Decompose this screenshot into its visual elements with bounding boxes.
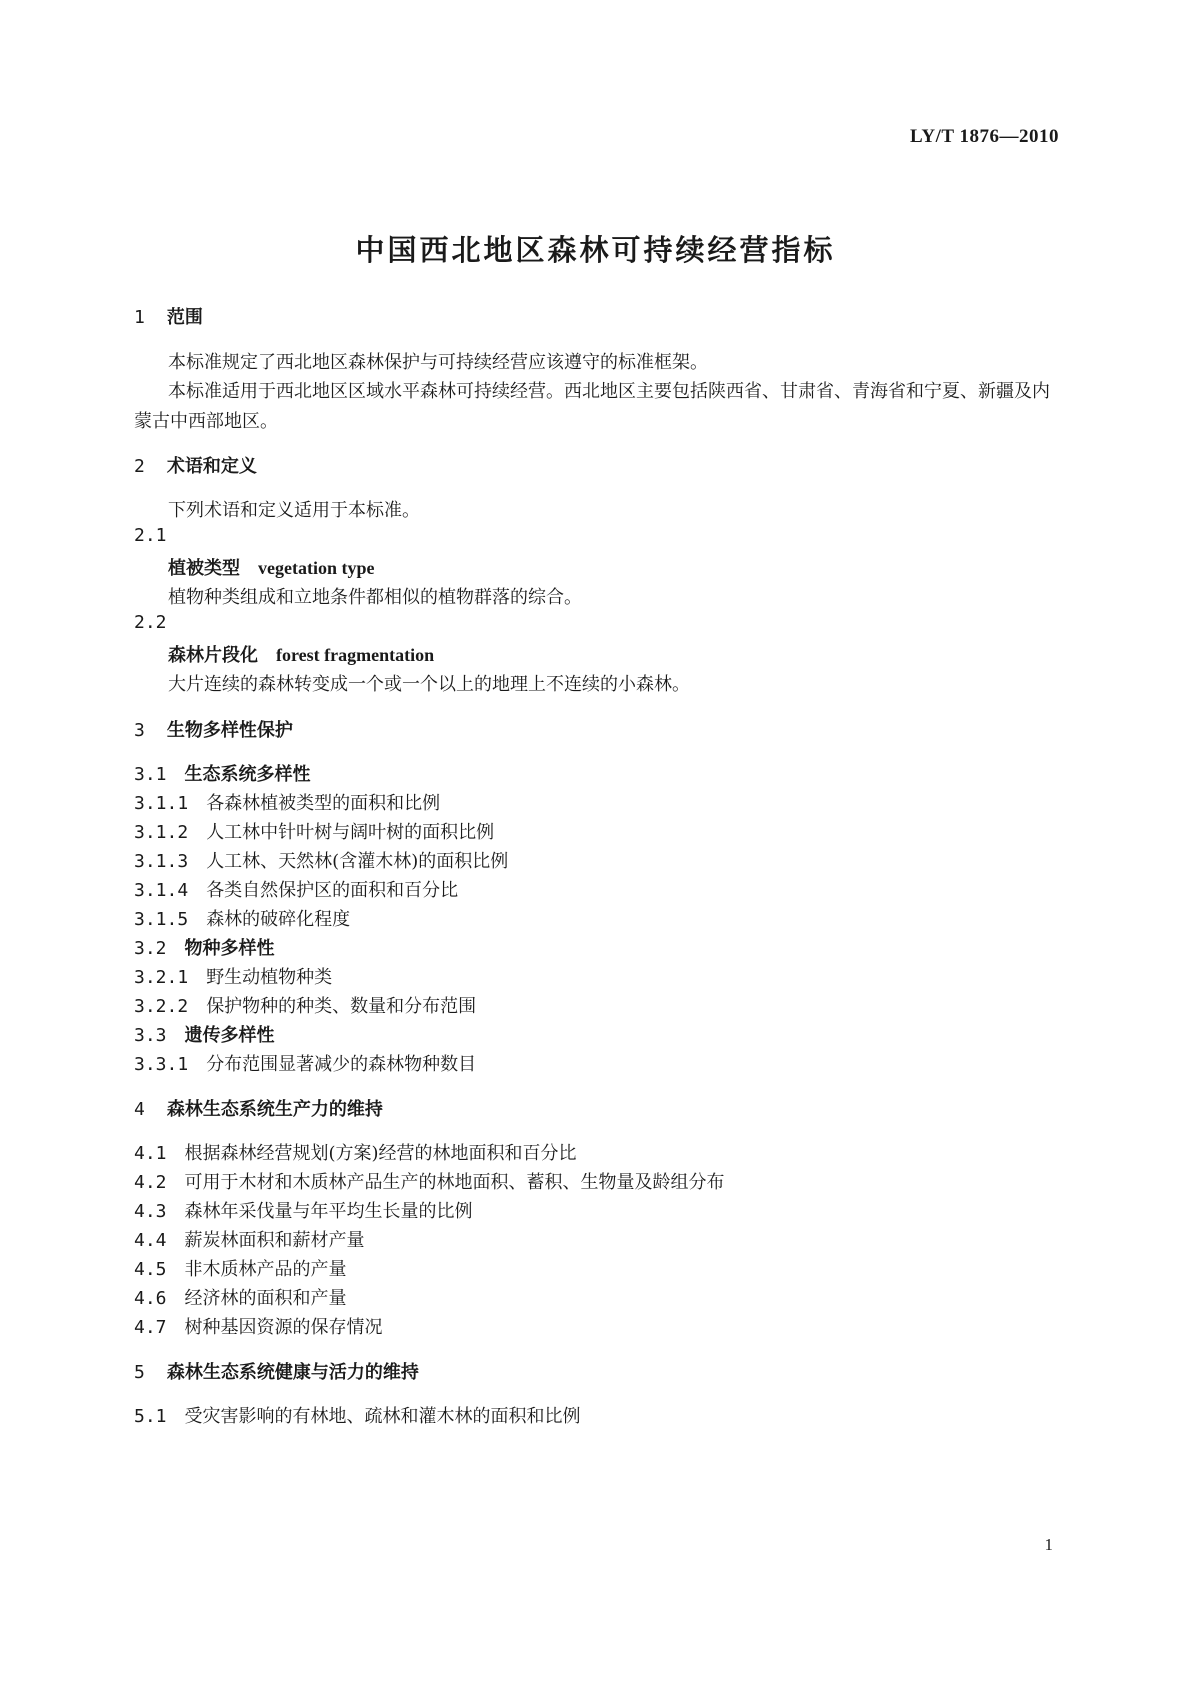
item-text: 经济林的面积和产量 — [184, 1288, 347, 1309]
item-text: 各森林植被类型的面积和比例 — [206, 793, 441, 814]
term-title — [168, 641, 434, 667]
item-number: 3.1.2 — [134, 822, 189, 843]
item-text: 保护物种的种类、数量和分布范围 — [206, 996, 477, 1017]
subsection-heading — [134, 934, 275, 960]
list-item — [134, 1226, 365, 1252]
item-number: 3.3.1 — [134, 1054, 189, 1075]
section-title: 生物多样性保护 — [166, 720, 293, 741]
item-number: 4.3 — [134, 1201, 167, 1222]
term-cn: 植被类型 — [168, 558, 240, 579]
term-definition: 大片连续的森林转变成一个或一个以上的地理上不连续的小森林。 — [168, 674, 690, 695]
page-number: 1 — [1044, 1535, 1053, 1554]
section-number: 2 — [134, 456, 145, 477]
item-text: 森林年采伐量与年平均生长量的比例 — [184, 1201, 473, 1222]
list-item — [134, 818, 494, 844]
item-text: 受灾害影响的有林地、疏林和灌木林的面积和比例 — [184, 1406, 581, 1427]
term-definition: 植物种类组成和立地条件都相似的植物群落的综合。 — [168, 587, 582, 608]
subsection-heading — [134, 1021, 275, 1047]
item-number: 4.7 — [134, 1317, 167, 1338]
term-en: forest fragmentation — [276, 645, 435, 665]
subsection-number: 3.3 — [134, 1025, 167, 1046]
section-number: 3 — [134, 720, 145, 741]
item-text: 薪炭林面积和薪材产量 — [184, 1230, 365, 1251]
list-item — [134, 963, 332, 989]
term-number: 2.2 — [134, 612, 167, 633]
term-cn: 森林片段化 — [168, 645, 258, 666]
section-4-heading — [134, 1095, 383, 1121]
section-title: 术语和定义 — [166, 456, 257, 477]
list-item — [134, 1313, 383, 1339]
item-number: 4.5 — [134, 1259, 167, 1280]
section-2-heading — [134, 452, 257, 478]
list-item — [134, 1284, 347, 1310]
section-1-heading — [134, 303, 203, 329]
list-item — [134, 992, 476, 1018]
section-title: 森林生态系统生产力的维持 — [166, 1099, 383, 1120]
item-number: 3.1.1 — [134, 793, 189, 814]
item-text: 非木质林产品的产量 — [184, 1259, 347, 1280]
list-item — [134, 905, 350, 931]
item-text: 森林的破碎化程度 — [206, 909, 351, 930]
item-number: 4.6 — [134, 1288, 167, 1309]
subsection-number: 3.1 — [134, 764, 167, 785]
list-item — [134, 876, 458, 902]
paragraph: 下列术语和定义适用于本标准。 — [168, 500, 420, 521]
paragraph: 本标准适用于西北地区区域水平森林可持续经营。西北地区主要包括陕西省、甘肃省、青海省和宁夏、新疆及内蒙古中西部地区。 — [134, 381, 1050, 432]
list-item — [134, 847, 508, 873]
list-item — [134, 1197, 473, 1223]
item-number: 3.1.3 — [134, 851, 189, 872]
item-number: 4.4 — [134, 1230, 167, 1251]
list-item — [134, 1402, 581, 1428]
paragraph: 本标准规定了西北地区森林保护与可持续经营应该遵守的标准框架。 — [168, 352, 708, 373]
item-text: 人工林、天然林(含灌木林)的面积比例 — [206, 851, 509, 872]
item-text: 树种基因资源的保存情况 — [184, 1317, 383, 1338]
section-title: 范围 — [166, 307, 203, 328]
item-text: 分布范围显著减少的森林物种数目 — [206, 1054, 477, 1075]
section-number: 1 — [134, 307, 145, 328]
item-text: 根据森林经营规划(方案)经营的林地面积和百分比 — [184, 1143, 577, 1164]
item-number: 3.1.4 — [134, 880, 189, 901]
list-item — [134, 1139, 577, 1165]
list-item — [134, 1050, 476, 1076]
subsection-title: 物种多样性 — [184, 938, 275, 959]
item-number: 5.1 — [134, 1406, 167, 1427]
list-item — [134, 789, 440, 815]
section-5-heading — [134, 1358, 419, 1384]
term-en: vegetation type — [258, 558, 375, 578]
item-number: 3.1.5 — [134, 909, 189, 930]
item-text: 人工林中针叶树与阔叶树的面积比例 — [206, 822, 495, 843]
section-title: 森林生态系统健康与活力的维持 — [166, 1362, 419, 1383]
subsection-heading — [134, 760, 311, 786]
section-3-heading — [134, 716, 293, 742]
item-number: 3.2.2 — [134, 996, 189, 1017]
subsection-title: 遗传多样性 — [184, 1025, 275, 1046]
term-number: 2.1 — [134, 525, 167, 546]
subsection-title: 生态系统多样性 — [184, 764, 311, 785]
document-title: 中国西北地区森林可持续经营指标 — [355, 233, 836, 267]
subsection-number: 3.2 — [134, 938, 167, 959]
list-item — [134, 1168, 725, 1194]
item-number: 3.2.1 — [134, 967, 189, 988]
item-text: 各类自然保护区的面积和百分比 — [206, 880, 459, 901]
section-number: 5 — [134, 1362, 145, 1383]
section-number: 4 — [134, 1099, 145, 1120]
item-text: 可用于木材和木质林产品生产的林地面积、蓄积、生物量及龄组分布 — [184, 1172, 725, 1193]
item-number: 4.1 — [134, 1143, 167, 1164]
term-title — [168, 554, 374, 580]
list-item — [134, 1255, 347, 1281]
item-number: 4.2 — [134, 1172, 167, 1193]
item-text: 野生动植物种类 — [206, 967, 333, 988]
standard-code: LY/T 1876—2010 — [909, 126, 1059, 147]
